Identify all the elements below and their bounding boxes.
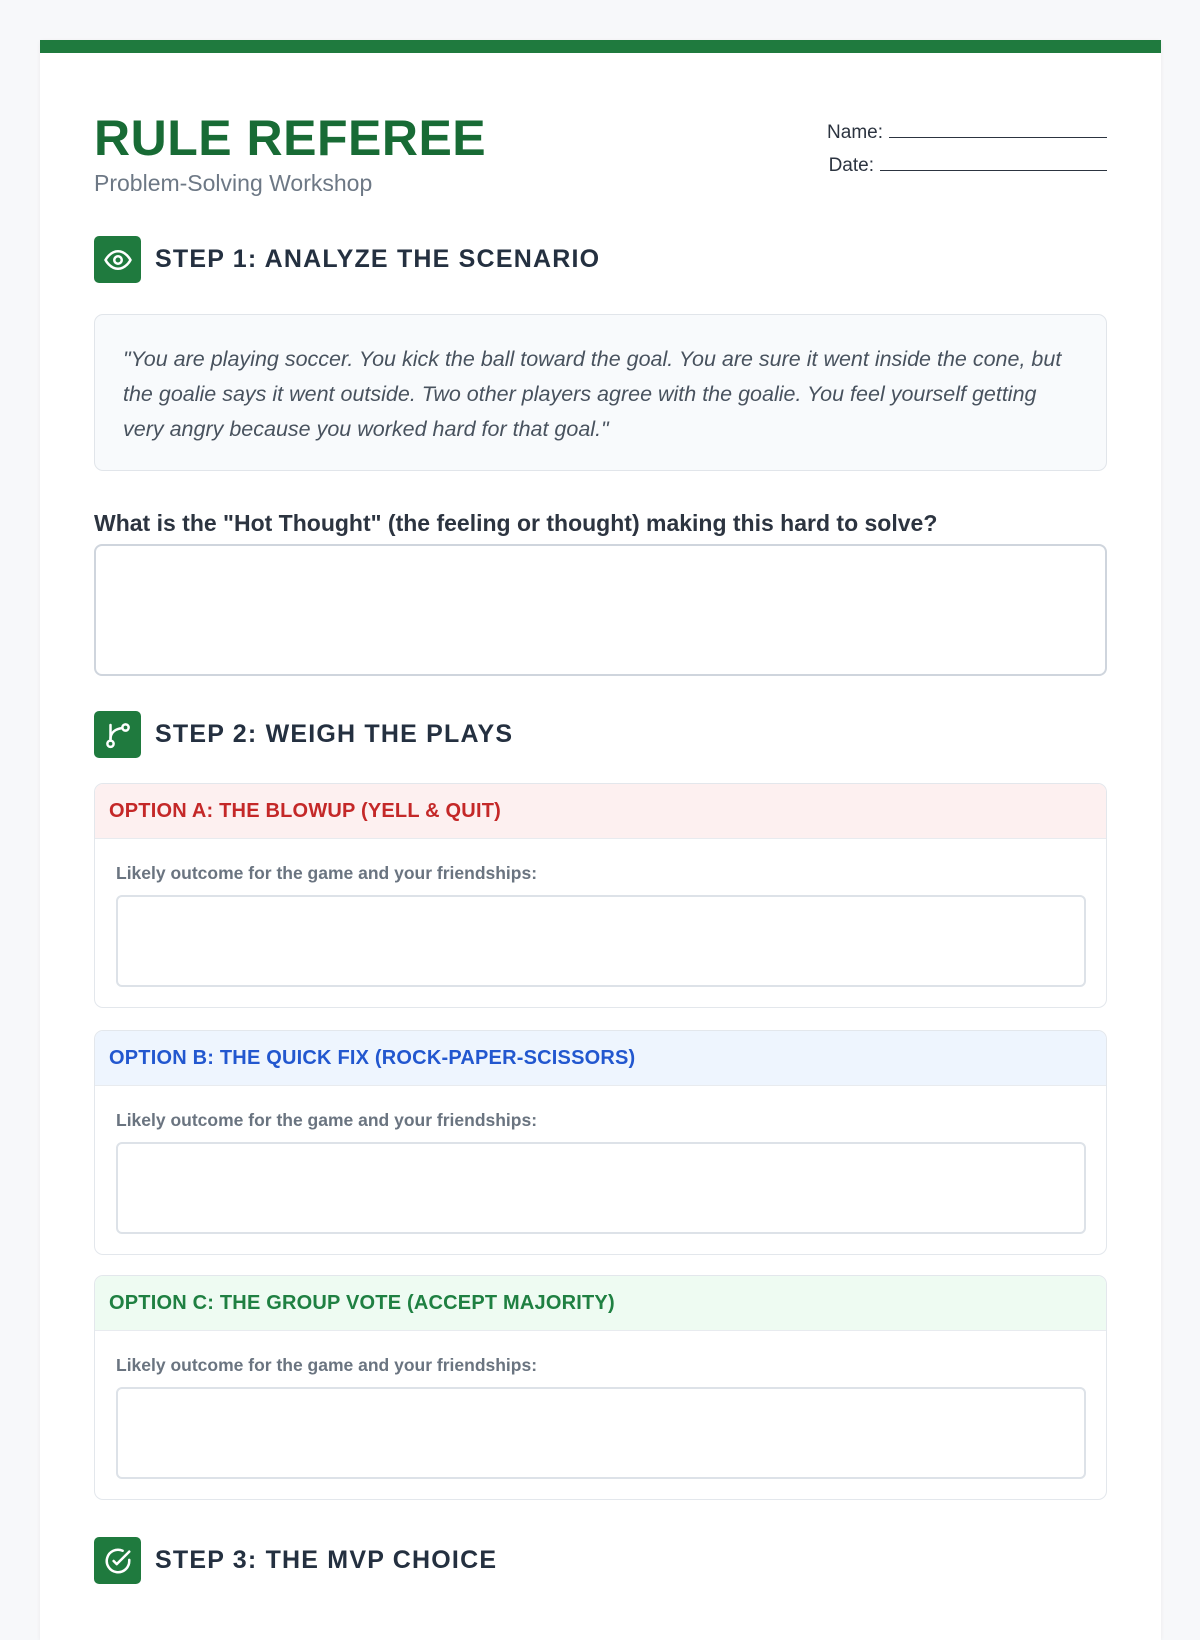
page-subtitle: Problem-Solving Workshop	[94, 170, 373, 196]
page-title: RULE REFEREE	[94, 110, 487, 166]
date-line[interactable]	[880, 153, 1107, 171]
step2-heading	[94, 711, 513, 758]
step2-title: STEP 2: WEIGH THE PLAYS	[155, 720, 514, 748]
option-b-card	[94, 1030, 1107, 1255]
option-c-answer-box[interactable]	[116, 1387, 1086, 1479]
option-c-card	[94, 1275, 1107, 1500]
option-b-label: Likely outcome for the game and your friendships:	[116, 1110, 538, 1130]
header	[94, 108, 1107, 208]
step1-heading	[94, 236, 600, 283]
date-row	[827, 149, 1107, 182]
name-label: Name:	[827, 122, 883, 143]
option-c-heading: OPTION C: THE GROUP VOTE (ACCEPT MAJORITY)	[95, 1276, 1106, 1331]
name-row	[827, 116, 1107, 149]
hot-thought-answer-box[interactable]	[94, 544, 1107, 676]
option-a-heading: OPTION A: THE BLOWUP (YELL & QUIT)	[95, 784, 1106, 839]
check-circle-icon	[94, 1537, 141, 1584]
option-b-heading: OPTION B: THE QUICK FIX (ROCK-PAPER-SCISSORS)	[95, 1031, 1106, 1086]
option-a-answer-box[interactable]	[116, 895, 1086, 987]
hot-thought-question: What is the "Hot Thought" (the feeling or thought) making this hard to solve?	[94, 510, 938, 536]
step1-title: STEP 1: ANALYZE THE SCENARIO	[155, 245, 601, 273]
date-label: Date:	[828, 155, 874, 176]
option-a-card	[94, 783, 1107, 1008]
scenario-text: "You are playing soccer. You kick the ball toward the goal. You are sure it went inside the cone, but the goalie says it went outside. Two other players agree with the goalie. You feel yourself getting very angry because you worked hard for that goal."	[94, 314, 1107, 471]
name-date-fields	[827, 116, 1107, 182]
name-line[interactable]	[889, 120, 1107, 138]
branch-icon	[94, 711, 141, 758]
step3-heading	[94, 1537, 497, 1584]
eye-icon	[94, 236, 141, 283]
option-b-answer-box[interactable]	[116, 1142, 1086, 1234]
worksheet	[40, 40, 1161, 1640]
step3-title: STEP 3: THE MVP CHOICE	[155, 1546, 498, 1574]
option-c-label: Likely outcome for the game and your friendships:	[116, 1355, 538, 1375]
option-a-label: Likely outcome for the game and your friendships:	[116, 863, 538, 883]
